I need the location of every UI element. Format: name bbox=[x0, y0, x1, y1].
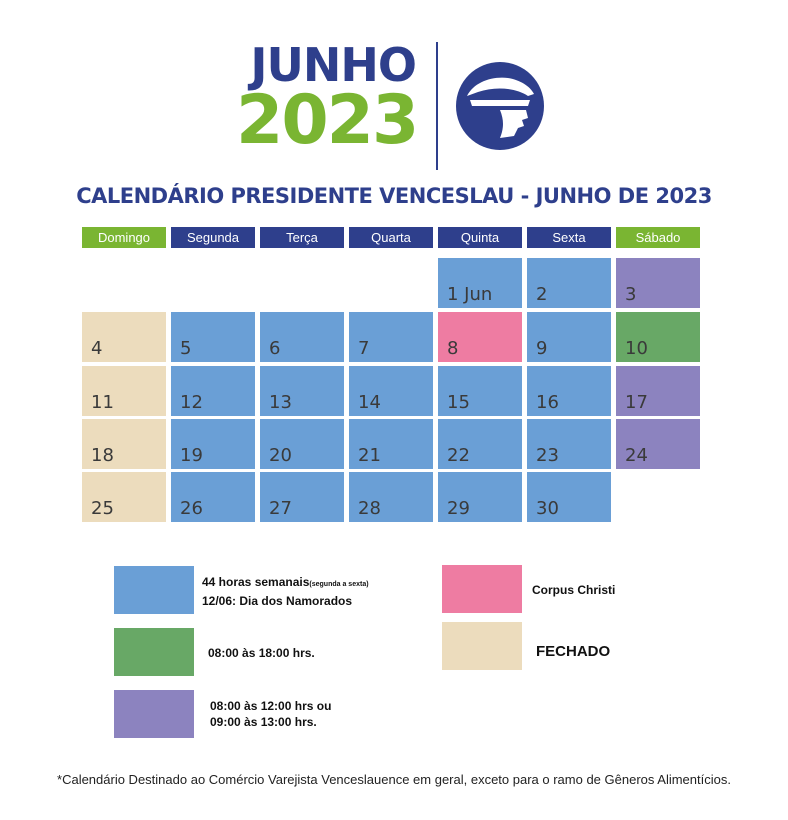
header-divider bbox=[436, 42, 438, 170]
legend-swatch-green bbox=[114, 628, 194, 676]
legend-text-beige: FECHADO bbox=[536, 643, 611, 660]
weekday-quinta: Quinta bbox=[438, 227, 522, 248]
legend-purple-line1: 08:00 às 12:00 hrs ou bbox=[210, 699, 332, 713]
day-cell-3: 3 bbox=[616, 258, 700, 308]
day-cell-1: 1 Jun bbox=[438, 258, 522, 308]
legend-blue-line1: 44 horas semanais bbox=[202, 575, 310, 589]
year-heading: 2023 bbox=[236, 81, 418, 160]
day-cell-24: 24 bbox=[616, 419, 700, 469]
weekday-sabado: Sábado bbox=[616, 227, 700, 248]
day-cell-23: 23 bbox=[527, 419, 611, 469]
day-cell-15: 15 bbox=[438, 366, 522, 416]
day-cell-4: 4 bbox=[82, 312, 166, 362]
day-cell-14: 14 bbox=[349, 366, 433, 416]
day-cell-20: 20 bbox=[260, 419, 344, 469]
day-cell-28: 28 bbox=[349, 472, 433, 522]
day-cell-27: 27 bbox=[260, 472, 344, 522]
page-title: CALENDÁRIO PRESIDENTE VENCESLAU - JUNHO DE 2023 bbox=[76, 184, 712, 208]
legend-swatch-blue bbox=[114, 566, 194, 614]
day-cell-19: 19 bbox=[171, 419, 255, 469]
day-cell-18: 18 bbox=[82, 419, 166, 469]
month-heading: JUNHO bbox=[250, 38, 416, 92]
day-cell-16: 16 bbox=[527, 366, 611, 416]
day-cell-13: 13 bbox=[260, 366, 344, 416]
legend-blue-small: (segunda a sexta) bbox=[309, 581, 369, 588]
day-cell-2: 2 bbox=[527, 258, 611, 308]
legend-swatch-pink bbox=[442, 565, 522, 613]
helmet-logo-icon bbox=[456, 62, 544, 150]
weekday-domingo: Domingo bbox=[82, 227, 166, 248]
weekday-sexta: Sexta bbox=[527, 227, 611, 248]
day-cell-7: 7 bbox=[349, 312, 433, 362]
weekday-segunda: Segunda bbox=[171, 227, 255, 248]
day-cell-29: 29 bbox=[438, 472, 522, 522]
day-cell-5: 5 bbox=[171, 312, 255, 362]
legend-swatch-purple bbox=[114, 690, 194, 738]
legend-text-green: 08:00 às 18:00 hrs. bbox=[208, 646, 315, 660]
day-cell-10: 10 bbox=[616, 312, 700, 362]
day-cell-12: 12 bbox=[171, 366, 255, 416]
legend-blue-line2: 12/06: Dia dos Namorados bbox=[202, 594, 353, 608]
day-cell-21: 21 bbox=[349, 419, 433, 469]
day-cell-22: 22 bbox=[438, 419, 522, 469]
day-cell-6: 6 bbox=[260, 312, 344, 362]
day-cell-25: 25 bbox=[82, 472, 166, 522]
legend-text-purple bbox=[210, 698, 331, 730]
day-cell-8: 8 bbox=[438, 312, 522, 362]
legend-swatch-beige bbox=[442, 622, 522, 670]
day-cell-9: 9 bbox=[527, 312, 611, 362]
day-cell-30: 30 bbox=[527, 472, 611, 522]
weekday-terca: Terça bbox=[260, 227, 344, 248]
legend-purple-line2: 09:00 às 13:00 hrs. bbox=[210, 715, 317, 729]
legend-text-blue bbox=[202, 574, 369, 609]
day-cell-26: 26 bbox=[171, 472, 255, 522]
footnote: *Calendário Destinado ao Comércio Varejista Venceslauence em geral, exceto para o ramo de Gêneros Alimentícios. bbox=[57, 772, 731, 787]
day-cell-17: 17 bbox=[616, 366, 700, 416]
day-cell-11: 11 bbox=[82, 366, 166, 416]
legend-text-pink: Corpus Christi bbox=[532, 583, 616, 597]
weekday-quarta: Quarta bbox=[349, 227, 433, 248]
